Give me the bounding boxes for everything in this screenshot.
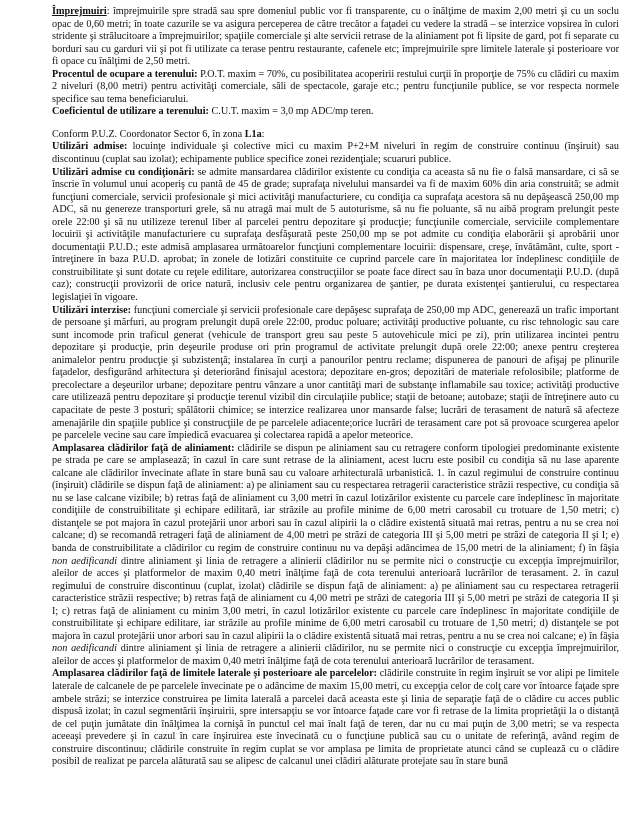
zone-intro-paragraph: [52, 129, 619, 142]
cut-text: C.U.T. maxim = 3,0 mp ADC/mp teren.: [208, 106, 374, 118]
utilizari-conditionari-text: se admite mansardarea clădirilor existente cu condiţia ca aceasta să nu fie o falsă mansardare, ci să se înscrie în volumul unui acoperiş cu pantă de 45 de grade; suprafaţa nivelului mansardei va fi de maxim 60% din aria construită; se admit funcţiuni comerciale, servicii profesionale şi mici activităţi manufacturiere, cu condiţia ca suprafaţa acestora să nu depăşească 250,00 mp ADC, să nu genereze transporturi grele, să nu atragă mai mult de 5 autoturisme, să nu fie poluante, să nu aibă program prelungit peste orele 22:00 şi să nu utilizeze terenul liber al parcelei pentru depozitare şi producţie; funcţiunile comerciale, serviciile complementare locuirii şi activităţile manufacturiere cu suprafaţa desfăşurată peste 250,00 mp se pot admite cu condiţia elaborării şi aprobării unor documentaţii P.U.D.; este admisă amplasarea următoarelor funcţiuni complementare locuirii: dispensare, creşe, învătământ, culte, sport - întreţinere în baza P.U.D. aprobat; în zonele de lotizări constituite ce cuprind parcele care în majoritatea lor îndeplinesc condiţiile de construibilitate şi sunt dotate cu reţele edilitare, autorizarea construcţiilor se poate face direct sau în baza unor documentaţii P.U.D. (după caz); construcţii provizorii de orice natură, inclusiv cele pentru organizarea de şantier, pe durata existenţei şantierului, cu respectarea legislaţiei în vigoare.: [52, 166, 619, 304]
pot-paragraph: [52, 69, 619, 107]
utilizari-interzise-text: funcţiuni comerciale şi servicii profesionale care depăşesc suprafaţa de 250,00 mp ADC, generează un trafic important de persoane şi mărfuri, au program prelungit după orele 22:00, produc poluare; activităţi productive poluante, cu risc tehnologic sau care sunt incomode prin traficul generat (vehicule de transport greu sau peste 5 autovehicule mici pe zi), prin utilizarea incintei pentru depozitare şi producţie, prin deşeurile produse ori prin programul de activitate prelungit după orele 22:00; anexe pentru creşterea animalelor pentru producţie şi subzistenţă; instalarea în curţi a panourilor pentru reclame; dispunerea de panouri de afişaj pe plinurile faţadelor, desfigurând arhitectura şi deteriorând finisajul acestora; depozitare en-gros; depozitări de materiale refolosibile; platforme de precolectare a deşeurilor urbane; depozitare pentru vânzare a unor cantităţi mari de substanţe inflamabile sau toxice; activităţi productive care utilizează pentru depozitare şi producţie terenul vizibil din circulaţiile publice; staţii de betoane; autobaze; staţii de întreţinere auto cu capacitate de peste 3 posturi; spălătorii chimice; se interzice realizarea unor mansarde false; lucrări de terasament de natură să afecteze amenajările din spaţiile publice şi construcţiile de pe parcelele adiacente;orice lucrări de terasament care pot să provoace scurgerea apelor pe parcelele vecine sau care împiedică evacuarea şi colectarea rapidă a apelor meteorice.: [52, 304, 619, 442]
utilizari-admise-paragraph: [52, 141, 619, 166]
imprejmuiri-label: Împrejmuiri: [52, 6, 107, 17]
imprejmuiri-text: : împrejmuirile spre stradă sau spre domeniul public vor fi transparente, cu o înălţime de maxim 2,00 metri şi cu un soclu opac de 0,60 metri; în toate cazurile se va asigura perceperea de către trecător a faţadei cu vedere la stradă – se interzice vopsirea în culori stridente şi strălucitoare a împrejmuirilor; spaţiile comerciale şi alte servicii retrase de la aliniament pot fi lipsite de gard, pot fi separate cu borduri sau cu garduri vii şi pot fi utilizate ca terase pentru restaurante, cafenele etc; împrejmuirile spre limitele laterale şi posterioare vor fi opace cu înălţimi de 2,50 metri.: [52, 6, 619, 68]
pot-text: P.O.T. maxim = 70%, cu posibilitatea acoperirii restului curţii în proporţie de 75% cu clădiri cu maxim 2 niveluri (8,00 metri) pentru activităţi comerciale, săli de spectacole, garaje etc.; pentru funcţiunile publice, se vor respecta normele specifice sau tema beneficiarului.: [52, 68, 619, 105]
utilizari-conditionari-paragraph: [52, 167, 619, 305]
amplasare-laterale-paragraph: [52, 668, 619, 768]
pot-label: Procentul de ocupare a terenului:: [52, 68, 198, 80]
amplasare-laterale-label: Amplasarea clădirilor faţă de limitele laterale şi posterioare ale parcelelor:: [52, 668, 378, 680]
amplasare-aliniament-text-1: clădirile se dispun pe aliniament sau cu retragere conform tipologiei predominante existente pe strada pe care se amplasează; în cazul în care sunt retrase de la aliniament, acest lucru este posibil cu condiţia să nu lase aparente calcane ale clădirilor învecinate aflate în stare bună sau cu valoare arhitecturală urbanistică. 1. în cazul regimului de construire continuu (înşiruit) clădirile se dispun faţă de aliniament: a) pe aliniament sau cu respectarea retragerii caracteristice străzii respective, cu condiţia să nu se lase calcane vizibile; b) retras faţă de aliniament cu 3,00 metri în cazul lotizărilor existente cu parcele care îndeplinesc în majoritate condiţiile de construibilitate şi echipare edilitară, iar străzile au profile minime de 6,00 metri carosabil cu trotuare de 1,50 metri; c) distanţele se pot majora în cazul protejării unor arbori sau în cazul alipirii la o clădire existentă situată mai retras, pentru a nu se crea noi calcane; d) se recomandă retrageri faţă de aliniament de 4,00 metri pe străzi de categoria III şi 5,00 metri pe străzi de categoria II şi I; e) banda de construibilitate a clădirilor cu regim de construire continuu nu va depăşi adâncimea de 15,00 metri de la aliniament; f) în fâşia: [52, 442, 620, 554]
utilizari-admise-text: locuinţe individuale şi colective mici cu maxim P+2+M niveluri în regim de construire continuu (înşiruit) sau discontinuu (cuplat sau izolat); echipamente publice specifice zonei rezidenţiale; scuaruri publice.: [52, 141, 619, 166]
utilizari-conditionari-label: Utilizări admise cu condiţionări:: [52, 166, 195, 178]
zone-intro-text: Conform P.U.Z. Coordonator Sector 6, în zona: [52, 128, 245, 140]
utilizari-interzise-paragraph: [52, 305, 619, 443]
non-aedificandi-term-2: non aedificandi: [52, 643, 117, 655]
utilizari-interzise-label: Utilizări interzise:: [52, 304, 132, 316]
amplasare-aliniament-text-3: dintre aliniament şi linia de retragere a alinierii clădirilor, nu se permite nici o construcţie cu excepţia împrejmuirilor, aleilor de acces şi platformelor de maxim 0,40 metri înălţime faţă de cota terenului anterioară lucrărilor de terasament.: [52, 643, 619, 667]
non-aedificandi-term-1: non aedificandi: [52, 555, 118, 567]
cut-label: Coeficientul de utilizare a terenului:: [52, 106, 209, 118]
amplasare-aliniament-label: Amplasarea clădirilor faţă de aliniament:: [52, 442, 235, 454]
utilizari-admise-label: Utilizări admise:: [52, 141, 128, 153]
zone-code: L1a: [244, 128, 262, 140]
amplasare-laterale-text: clădirile construite în regim înşiruit se vor alipi pe limitele laterale de calcanele de pe parcelele învecinate pe o adâncime de maxim 15,00 metri, cu excepţia celor de colţ care vor întoarce faţade spre ambele străzi; se interzice construirea pe limita laterală a parcelei dacă aceasta este şi linia de separaţie faţă de o clădire cu acces public dispusă izolat; în cazul segmentării înşiruirii, spre intersapţiu se vor întoarce faţade care vor fi retrase de la limita proprietăţii la o distanţă de cel puţin jumătate din înălţimea la cornişă în punctul cel mai înalt faţă de teren, dar nu cu mai puţin de 3,00 metri; se va respecta aceeaşi prevedere şi în cazul în care înşiruirea este învecinată cu o funcţiune publică sau cu o unitate de referinţă, având regim de construire discontinuu; clădirile construite în regim cuplat se vor amplasa pe limita de proprietate atunci când se cuplează cu o clădire posibil de realizat pe parcela alăturată sau se alipesc de calcanul unei clădiri alăturate protejate sau în stare bună: [52, 668, 619, 768]
imprejmuiri-paragraph: [52, 6, 619, 69]
amplasare-aliniament-paragraph: [52, 443, 619, 669]
zone-intro-end: :: [261, 128, 265, 140]
section-gap: [52, 119, 619, 129]
cut-paragraph: [52, 106, 619, 119]
amplasare-aliniament-text-2: dintre aliniament şi linia de retragere a alinierii clădirilor nu se permite nici o construcţie cu excepţia împrejmuirilor, aleilor de acces şi platformelor de maxim 0,40 metri înălţime faţă de cota terenului anterioară lucrărilor de terasament. 2. în cazul regimului de construire discontinuu (cuplat, izolat) clădirile se dispun faţă de aliniament: a) pe aliniament sau cu respectarea retragerii caracteristice străzii respective; b) retras faţă de aliniament cu 4,00 metri pe străzi de categoria III şi 5,00 metri pe străzi de categoria II şi I; c) retras faţă de aliniament cu minim 3,00 metri, în cazul lotizărilor existente cu parcele care îndeplinesc în majoritate condiţiile de construibilitate şi echipare edilitare, iar străzile au profile minime de 6,00 metri carosabil cu trotuare de 1,50 metri; d) distanţele se pot majora în cazul protejării unor arbori sau în cazul alipirii la o clădire existentă situată mai retras, pentru a nu se crea noi calcane; e) în fâşia: [52, 555, 619, 642]
